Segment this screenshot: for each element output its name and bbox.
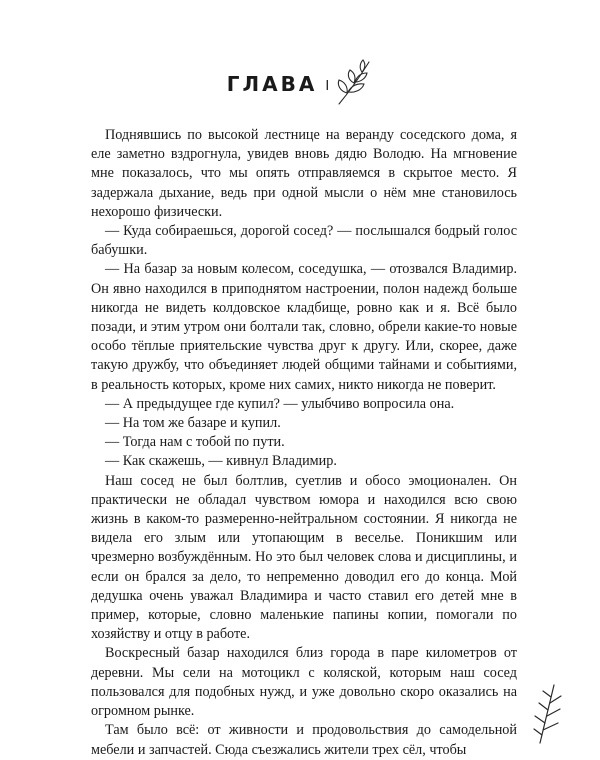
- branch-ornament-icon: [530, 683, 564, 745]
- paragraph: — А предыдущее где купил? — улыбчиво вопросила она.: [105, 395, 455, 412]
- paragraph: Воскресный базар находился близ города в паре километров от деревни. Мы сели на мотоцикл с коляской, которым наш сосед пользовался для подобных нужд, и уже довольно скоро оказались на огромном рынке.: [91, 645, 517, 720]
- chapter-title: ГЛАВА: [226, 72, 318, 96]
- paragraph: Наш сосед не был болтлив, суетлив и обосо эмоционален. Он практически не обладал чувством юмора и находился всю свою жизнь в каком-то размеренно-нейтральном состоянии. Я никогда не видела его злым или утопающим в веселье. Поникшим или чрезмерно возбуждённым. Но это был человек слова и дисциплины, и если он брался за дело, то непременно доводил его до конца. Мой дедушка очень уважал Владимира и часто ставил его детей мне в пример, которые, словно маленькие папины копии, помогали по хозяйству и отцу в работе.: [91, 472, 517, 643]
- paragraph: Там было всё: от живности и продовольствия до самодельной мебели и запчастей. Сюда съезжались жители трех сёл, чтобы: [91, 722, 517, 758]
- paragraph: Поднявшись по высокой лестнице на веранду соседского дома, я еле заметно вздрогнула, увидев вновь дядю Володю. На мгновение мне показалось, что мы опять отправляемся в скрытое место. Я задержала дыхание, ведь при одной мысли о нём мне становилось нехорошо физически.: [91, 127, 517, 220]
- paragraph: — Куда собираешься, дорогой сосед? — послышался бодрый голос бабушки.: [91, 223, 517, 259]
- leaf-sprig-icon: [335, 58, 373, 106]
- chapter-header: [0, 58, 600, 106]
- body-text: [91, 126, 517, 760]
- chapter-number: I: [325, 79, 330, 94]
- paragraph: — Тогда нам с тобой по пути.: [105, 434, 285, 451]
- paragraph: — На том же базаре и купил.: [105, 415, 281, 432]
- paragraph: — На базар за новым колесом, соседушка, — отозвался Владимир. Он явно находился в приподнятом настроении, полон надежд больше никогда не видеть колдовское кладбище, ровно как и я. Всё было позади, и этим утром они болтали так, словно, обрели какие-то новые особо тёплые приятельские чувства друг к другу. Или, скорее, даже такую дружбу, что объединяет людей общими тайнами и событиями, в реальность которых, кроме них самих, никто никогда не поверит.: [91, 261, 517, 393]
- paragraph: — Как скажешь, — кивнул Владимир.: [105, 453, 337, 470]
